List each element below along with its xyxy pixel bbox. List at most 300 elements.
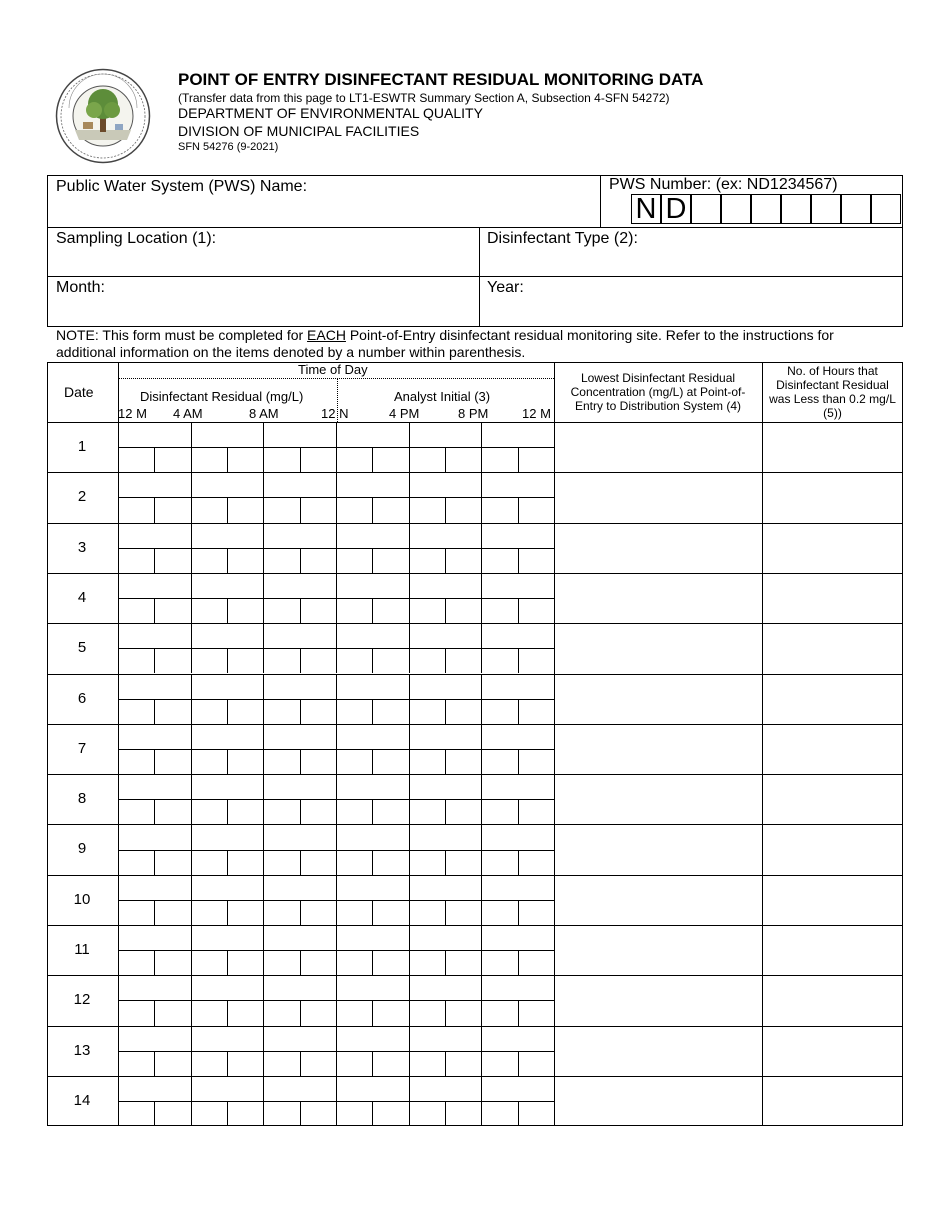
hours-below-input[interactable] xyxy=(763,1027,902,1075)
analyst-initial-cell[interactable] xyxy=(228,498,262,521)
residual-input-cell[interactable] xyxy=(119,574,190,597)
lowest-residual-input[interactable] xyxy=(555,876,761,924)
analyst-initial-cell[interactable] xyxy=(192,851,226,874)
residual-input-cell[interactable] xyxy=(410,976,481,999)
analyst-initial-cell[interactable] xyxy=(446,700,480,723)
analyst-initial-cell[interactable] xyxy=(192,1102,226,1125)
analyst-initial-cell[interactable] xyxy=(410,1052,444,1075)
residual-input-cell[interactable] xyxy=(119,423,190,446)
hours-below-input[interactable] xyxy=(763,976,902,1024)
residual-input-cell[interactable] xyxy=(337,624,408,647)
analyst-initial-cell[interactable] xyxy=(119,498,153,521)
analyst-initial-cell[interactable] xyxy=(373,750,407,773)
residual-input-cell[interactable] xyxy=(337,976,408,999)
year-field[interactable] xyxy=(480,277,902,326)
analyst-initial-cell[interactable] xyxy=(519,700,553,723)
pws-digit-box[interactable] xyxy=(751,194,781,224)
analyst-initial-cell[interactable] xyxy=(228,800,262,823)
analyst-initial-cell[interactable] xyxy=(482,549,516,572)
analyst-initial-cell[interactable] xyxy=(192,1001,226,1024)
residual-input-cell[interactable] xyxy=(264,775,335,798)
residual-input-cell[interactable] xyxy=(192,574,263,597)
lowest-residual-input[interactable] xyxy=(555,825,761,873)
analyst-initial-cell[interactable] xyxy=(264,498,298,521)
analyst-initial-cell[interactable] xyxy=(519,599,553,622)
residual-input-cell[interactable] xyxy=(264,675,335,698)
residual-input-cell[interactable] xyxy=(482,825,553,848)
analyst-initial-cell[interactable] xyxy=(482,851,516,874)
residual-input-cell[interactable] xyxy=(119,825,190,848)
analyst-initial-cell[interactable] xyxy=(155,750,189,773)
analyst-initial-cell[interactable] xyxy=(264,1052,298,1075)
analyst-initial-cell[interactable] xyxy=(482,951,516,974)
analyst-initial-cell[interactable] xyxy=(228,549,262,572)
lowest-residual-input[interactable] xyxy=(555,675,761,723)
analyst-initial-cell[interactable] xyxy=(228,599,262,622)
analyst-initial-cell[interactable] xyxy=(228,1102,262,1125)
residual-input-cell[interactable] xyxy=(192,624,263,647)
lowest-residual-input[interactable] xyxy=(555,574,761,622)
residual-input-cell[interactable] xyxy=(264,1027,335,1050)
analyst-initial-cell[interactable] xyxy=(155,599,189,622)
pws-digit-box[interactable] xyxy=(691,194,721,224)
hours-below-input[interactable] xyxy=(763,825,902,873)
residual-input-cell[interactable] xyxy=(482,473,553,496)
analyst-initial-cell[interactable] xyxy=(228,901,262,924)
residual-input-cell[interactable] xyxy=(410,1027,481,1050)
time-tick-label: 12 M xyxy=(118,406,147,421)
pws-digit-box[interactable] xyxy=(721,194,751,224)
analyst-initial-cell[interactable] xyxy=(337,498,371,521)
analyst-initial-cell[interactable] xyxy=(482,649,516,672)
residual-input-cell[interactable] xyxy=(482,624,553,647)
analyst-initial-cell[interactable] xyxy=(410,901,444,924)
analyst-initial-cell[interactable] xyxy=(155,1052,189,1075)
analyst-initial-cell[interactable] xyxy=(228,448,262,471)
analyst-initial-cell[interactable] xyxy=(519,750,553,773)
residual-input-cell[interactable] xyxy=(337,473,408,496)
analyst-initial-cell[interactable] xyxy=(264,599,298,622)
pws-digit-box[interactable] xyxy=(841,194,871,224)
analyst-initial-cell[interactable] xyxy=(155,901,189,924)
pws-digit-box[interactable] xyxy=(871,194,901,224)
analyst-initial-cell[interactable] xyxy=(519,549,553,572)
analyst-initial-cell[interactable] xyxy=(155,498,189,521)
analyst-initial-cell[interactable] xyxy=(264,901,298,924)
analyst-initial-cell[interactable] xyxy=(410,498,444,521)
analyst-initial-cell[interactable] xyxy=(337,1001,371,1024)
residual-input-cell[interactable] xyxy=(410,775,481,798)
analyst-initial-cell[interactable] xyxy=(410,750,444,773)
analyst-initial-cell[interactable] xyxy=(410,1102,444,1125)
analyst-initial-cell[interactable] xyxy=(301,750,335,773)
pws-digit-box[interactable] xyxy=(811,194,841,224)
analyst-initial-cell[interactable] xyxy=(301,1052,335,1075)
analyst-initial-cell[interactable] xyxy=(264,549,298,572)
note-emphasis: EACH xyxy=(307,327,346,343)
analyst-initial-cell[interactable] xyxy=(155,700,189,723)
analyst-initial-cell[interactable] xyxy=(228,700,262,723)
analyst-initial-cell[interactable] xyxy=(373,1052,407,1075)
analyst-initial-cell[interactable] xyxy=(337,1052,371,1075)
analyst-initial-cell[interactable] xyxy=(337,800,371,823)
lowest-residual-input[interactable] xyxy=(555,524,761,572)
analyst-initial-cell[interactable] xyxy=(119,750,153,773)
analyst-initial-cell[interactable] xyxy=(446,750,480,773)
analyst-initial-cell[interactable] xyxy=(482,1001,516,1024)
residual-input-cell[interactable] xyxy=(337,423,408,446)
analyst-initial-cell[interactable] xyxy=(119,1001,153,1024)
analyst-initial-cell[interactable] xyxy=(410,851,444,874)
analyst-initial-cell[interactable] xyxy=(264,1001,298,1024)
analyst-initial-cell[interactable] xyxy=(410,549,444,572)
residual-input-cell[interactable] xyxy=(264,574,335,597)
analyst-initial-cell[interactable] xyxy=(337,599,371,622)
lowest-residual-input[interactable] xyxy=(555,624,761,672)
analyst-initial-cell[interactable] xyxy=(337,549,371,572)
analyst-initial-cell[interactable] xyxy=(446,800,480,823)
residual-input-cell[interactable] xyxy=(119,473,190,496)
lowest-residual-input[interactable] xyxy=(555,473,761,521)
analyst-initial-cell[interactable] xyxy=(264,951,298,974)
analyst-initial-cell[interactable] xyxy=(192,498,226,521)
analyst-initial-cell[interactable] xyxy=(519,649,553,672)
analyst-initial-cell[interactable] xyxy=(373,498,407,521)
analyst-initial-cell[interactable] xyxy=(155,851,189,874)
analyst-initial-cell[interactable] xyxy=(337,649,371,672)
analyst-initial-cell[interactable] xyxy=(337,1102,371,1125)
analyst-initial-cell[interactable] xyxy=(119,700,153,723)
analyst-initial-cell[interactable] xyxy=(519,1102,553,1125)
residual-input-cell[interactable] xyxy=(410,574,481,597)
analyst-initial-cell[interactable] xyxy=(119,599,153,622)
lowest-residual-input[interactable] xyxy=(555,926,761,974)
residual-input-cell[interactable] xyxy=(482,926,553,949)
residual-input-cell[interactable] xyxy=(119,1027,190,1050)
residual-input-cell[interactable] xyxy=(119,876,190,899)
analyst-initial-cell[interactable] xyxy=(192,901,226,924)
residual-input-cell[interactable] xyxy=(410,926,481,949)
residual-input-cell[interactable] xyxy=(192,1077,263,1100)
analyst-initial-cell[interactable] xyxy=(119,851,153,874)
analyst-initial-cell[interactable] xyxy=(446,448,480,471)
residual-input-cell[interactable] xyxy=(482,1077,553,1100)
residual-input-cell[interactable] xyxy=(264,423,335,446)
analyst-initial-cell[interactable] xyxy=(482,700,516,723)
residual-input-cell[interactable] xyxy=(410,423,481,446)
analyst-initial-cell[interactable] xyxy=(337,901,371,924)
analyst-initial-cell[interactable] xyxy=(373,851,407,874)
analyst-initial-cell[interactable] xyxy=(482,599,516,622)
residual-input-cell[interactable] xyxy=(337,775,408,798)
analyst-initial-cell[interactable] xyxy=(482,901,516,924)
analyst-initial-cell[interactable] xyxy=(228,649,262,672)
residual-input-cell[interactable] xyxy=(192,976,263,999)
hours-below-input[interactable] xyxy=(763,926,902,974)
analyst-initial-cell[interactable] xyxy=(301,448,335,471)
analyst-initial-cell[interactable] xyxy=(264,800,298,823)
residual-input-cell[interactable] xyxy=(482,976,553,999)
analyst-initial-cell[interactable] xyxy=(301,1001,335,1024)
residual-input-cell[interactable] xyxy=(410,675,481,698)
residual-input-cell[interactable] xyxy=(192,926,263,949)
analyst-initial-cell[interactable] xyxy=(410,599,444,622)
residual-input-cell[interactable] xyxy=(337,825,408,848)
residual-input-cell[interactable] xyxy=(410,725,481,748)
analyst-initial-cell[interactable] xyxy=(301,901,335,924)
analyst-initial-cell[interactable] xyxy=(410,800,444,823)
residual-input-cell[interactable] xyxy=(119,725,190,748)
analyst-initial-cell[interactable] xyxy=(119,448,153,471)
analyst-initial-cell[interactable] xyxy=(373,649,407,672)
analyst-initial-cell[interactable] xyxy=(337,951,371,974)
hours-below-input[interactable] xyxy=(763,423,902,471)
analyst-initial-cell[interactable] xyxy=(119,800,153,823)
analyst-initial-cell[interactable] xyxy=(482,448,516,471)
lowest-residual-input[interactable] xyxy=(555,725,761,773)
residual-input-cell[interactable] xyxy=(337,1027,408,1050)
analyst-initial-cell[interactable] xyxy=(446,498,480,521)
pws-digit-box[interactable] xyxy=(781,194,811,224)
analyst-initial-cell[interactable] xyxy=(228,750,262,773)
analyst-initial-cell[interactable] xyxy=(373,951,407,974)
analyst-initial-cell[interactable] xyxy=(446,1001,480,1024)
analyst-initial-cell[interactable] xyxy=(301,498,335,521)
residual-input-cell[interactable] xyxy=(337,1077,408,1100)
residual-input-cell[interactable] xyxy=(264,524,335,547)
residual-input-cell[interactable] xyxy=(192,825,263,848)
analyst-initial-cell[interactable] xyxy=(519,951,553,974)
residual-input-cell[interactable] xyxy=(410,624,481,647)
residual-input-cell[interactable] xyxy=(264,624,335,647)
residual-input-cell[interactable] xyxy=(410,524,481,547)
analyst-initial-cell[interactable] xyxy=(482,498,516,521)
pws-digit-box[interactable]: D xyxy=(661,194,691,224)
analyst-initial-cell[interactable] xyxy=(155,1001,189,1024)
lowest-residual-input[interactable] xyxy=(555,976,761,1024)
analyst-initial-cell[interactable] xyxy=(446,1052,480,1075)
analyst-label: Analyst Initial (3) xyxy=(394,389,491,404)
analyst-initial-cell[interactable] xyxy=(446,851,480,874)
analyst-initial-cell[interactable] xyxy=(519,498,553,521)
analyst-initial-cell[interactable] xyxy=(192,800,226,823)
residual-input-cell[interactable] xyxy=(410,473,481,496)
analyst-initial-cell[interactable] xyxy=(410,448,444,471)
residual-input-cell[interactable] xyxy=(119,926,190,949)
analyst-initial-cell[interactable] xyxy=(228,1052,262,1075)
residual-input-cell[interactable] xyxy=(264,1077,335,1100)
residual-input-cell[interactable] xyxy=(264,725,335,748)
analyst-initial-cell[interactable] xyxy=(155,951,189,974)
analyst-initial-cell[interactable] xyxy=(119,549,153,572)
residual-input-cell[interactable] xyxy=(337,524,408,547)
hours-below-input[interactable] xyxy=(763,574,902,622)
residual-input-cell[interactable] xyxy=(192,423,263,446)
analyst-initial-cell[interactable] xyxy=(373,1102,407,1125)
analyst-initial-cell[interactable] xyxy=(301,549,335,572)
analyst-initial-cell[interactable] xyxy=(482,1102,516,1125)
analyst-initial-cell[interactable] xyxy=(373,800,407,823)
analyst-initial-cell[interactable] xyxy=(337,750,371,773)
analyst-initial-cell[interactable] xyxy=(264,750,298,773)
residual-input-cell[interactable] xyxy=(264,976,335,999)
residual-input-cell[interactable] xyxy=(482,675,553,698)
analyst-initial-cell[interactable] xyxy=(264,700,298,723)
residual-input-cell[interactable] xyxy=(119,675,190,698)
analyst-initial-cell[interactable] xyxy=(519,800,553,823)
analyst-initial-cell[interactable] xyxy=(519,1052,553,1075)
residual-input-cell[interactable] xyxy=(410,825,481,848)
residual-input-cell[interactable] xyxy=(119,775,190,798)
date-cell: 6 xyxy=(77,689,87,707)
analyst-initial-cell[interactable] xyxy=(519,851,553,874)
analyst-initial-cell[interactable] xyxy=(446,599,480,622)
residual-input-cell[interactable] xyxy=(119,624,190,647)
analyst-initial-cell[interactable] xyxy=(119,649,153,672)
hours-below-input[interactable] xyxy=(763,624,902,672)
lowest-residual-header: Lowest Disinfectant Residual Concentration (mg/L) at Point-of-Entry to Distribution System (4) xyxy=(570,371,746,413)
residual-input-cell[interactable] xyxy=(410,876,481,899)
analyst-initial-cell[interactable] xyxy=(337,448,371,471)
hours-below-input[interactable] xyxy=(763,876,902,924)
residual-input-cell[interactable] xyxy=(264,926,335,949)
analyst-initial-cell[interactable] xyxy=(119,901,153,924)
analyst-initial-cell[interactable] xyxy=(373,448,407,471)
disinfectant-type-field[interactable] xyxy=(480,228,902,276)
analyst-initial-cell[interactable] xyxy=(373,1001,407,1024)
analyst-initial-cell[interactable] xyxy=(410,700,444,723)
analyst-initial-cell[interactable] xyxy=(301,649,335,672)
analyst-initial-cell[interactable] xyxy=(192,750,226,773)
residual-input-cell[interactable] xyxy=(192,1027,263,1050)
analyst-initial-cell[interactable] xyxy=(373,599,407,622)
analyst-initial-cell[interactable] xyxy=(410,649,444,672)
hours-below-input[interactable] xyxy=(763,473,902,521)
analyst-initial-cell[interactable] xyxy=(301,1102,335,1125)
analyst-initial-cell[interactable] xyxy=(519,448,553,471)
sampling-location-field[interactable] xyxy=(48,228,479,276)
analyst-initial-cell[interactable] xyxy=(192,649,226,672)
residual-input-cell[interactable] xyxy=(337,876,408,899)
residual-input-cell[interactable] xyxy=(264,473,335,496)
analyst-initial-cell[interactable] xyxy=(192,1052,226,1075)
month-label: Month: xyxy=(56,279,105,296)
analyst-initial-cell[interactable] xyxy=(337,700,371,723)
residual-input-cell[interactable] xyxy=(337,926,408,949)
pws-digit-box[interactable]: N xyxy=(631,194,661,224)
lowest-residual-input[interactable] xyxy=(555,1027,761,1075)
residual-input-cell[interactable] xyxy=(192,876,263,899)
analyst-initial-cell[interactable] xyxy=(155,649,189,672)
analyst-initial-cell[interactable] xyxy=(119,951,153,974)
analyst-initial-cell[interactable] xyxy=(373,549,407,572)
analyst-initial-cell[interactable] xyxy=(373,700,407,723)
residual-input-cell[interactable] xyxy=(192,725,263,748)
hours-below-input[interactable] xyxy=(763,1077,902,1125)
analyst-initial-cell[interactable] xyxy=(264,1102,298,1125)
residual-input-cell[interactable] xyxy=(482,524,553,547)
analyst-initial-cell[interactable] xyxy=(228,951,262,974)
residual-input-cell[interactable] xyxy=(119,524,190,547)
residual-input-cell[interactable] xyxy=(482,775,553,798)
analyst-initial-cell[interactable] xyxy=(155,800,189,823)
analyst-initial-cell[interactable] xyxy=(192,951,226,974)
residual-input-cell[interactable] xyxy=(337,725,408,748)
residual-input-cell[interactable] xyxy=(337,675,408,698)
analyst-initial-cell[interactable] xyxy=(519,901,553,924)
analyst-initial-cell[interactable] xyxy=(373,901,407,924)
analyst-initial-cell[interactable] xyxy=(264,851,298,874)
hours-below-input[interactable] xyxy=(763,675,902,723)
residual-input-cell[interactable] xyxy=(482,876,553,899)
analyst-initial-cell[interactable] xyxy=(301,700,335,723)
residual-input-cell[interactable] xyxy=(264,825,335,848)
residual-input-cell[interactable] xyxy=(482,725,553,748)
analyst-initial-cell[interactable] xyxy=(192,599,226,622)
residual-input-cell[interactable] xyxy=(192,524,263,547)
analyst-initial-cell[interactable] xyxy=(410,1001,444,1024)
lowest-residual-input[interactable] xyxy=(555,423,761,471)
residual-input-cell[interactable] xyxy=(192,775,263,798)
analyst-initial-cell[interactable] xyxy=(301,851,335,874)
analyst-initial-cell[interactable] xyxy=(155,1102,189,1125)
analyst-initial-cell[interactable] xyxy=(482,750,516,773)
analyst-initial-cell[interactable] xyxy=(410,951,444,974)
residual-input-cell[interactable] xyxy=(192,675,263,698)
analyst-initial-cell[interactable] xyxy=(446,901,480,924)
analyst-initial-cell[interactable] xyxy=(192,700,226,723)
residual-input-cell[interactable] xyxy=(482,574,553,597)
analyst-initial-cell[interactable] xyxy=(192,448,226,471)
analyst-initial-cell[interactable] xyxy=(119,1102,153,1125)
analyst-initial-cell[interactable] xyxy=(228,1001,262,1024)
residual-input-cell[interactable] xyxy=(119,1077,190,1100)
analyst-initial-cell[interactable] xyxy=(482,800,516,823)
residual-input-cell[interactable] xyxy=(119,976,190,999)
residual-input-cell[interactable] xyxy=(482,423,553,446)
hours-below-input[interactable] xyxy=(763,775,902,823)
residual-input-cell[interactable] xyxy=(192,473,263,496)
analyst-initial-cell[interactable] xyxy=(155,448,189,471)
analyst-initial-cell[interactable] xyxy=(519,1001,553,1024)
lowest-residual-input[interactable] xyxy=(555,1077,761,1125)
residual-input-cell[interactable] xyxy=(410,1077,481,1100)
analyst-initial-cell[interactable] xyxy=(337,851,371,874)
analyst-initial-cell[interactable] xyxy=(482,1052,516,1075)
analyst-initial-cell[interactable] xyxy=(301,951,335,974)
analyst-initial-cell[interactable] xyxy=(264,649,298,672)
hours-below-input[interactable] xyxy=(763,725,902,773)
analyst-initial-cell[interactable] xyxy=(119,1052,153,1075)
analyst-initial-cell[interactable] xyxy=(301,599,335,622)
analyst-initial-cell[interactable] xyxy=(155,549,189,572)
analyst-initial-cell[interactable] xyxy=(446,951,480,974)
residual-input-cell[interactable] xyxy=(482,1027,553,1050)
analyst-initial-cell[interactable] xyxy=(446,549,480,572)
lowest-residual-input[interactable] xyxy=(555,775,761,823)
analyst-initial-cell[interactable] xyxy=(264,448,298,471)
analyst-initial-cell[interactable] xyxy=(301,800,335,823)
hours-below-input[interactable] xyxy=(763,524,902,572)
hours-below-header: No. of Hours that Disinfectant Residual was Less than 0.2 mg/L (5)) xyxy=(769,364,896,420)
residual-input-cell[interactable] xyxy=(337,574,408,597)
residual-input-cell[interactable] xyxy=(264,876,335,899)
analyst-initial-cell[interactable] xyxy=(228,851,262,874)
analyst-initial-cell[interactable] xyxy=(446,1102,480,1125)
month-field[interactable] xyxy=(48,277,479,326)
analyst-initial-cell[interactable] xyxy=(192,549,226,572)
analyst-initial-cell[interactable] xyxy=(446,649,480,672)
